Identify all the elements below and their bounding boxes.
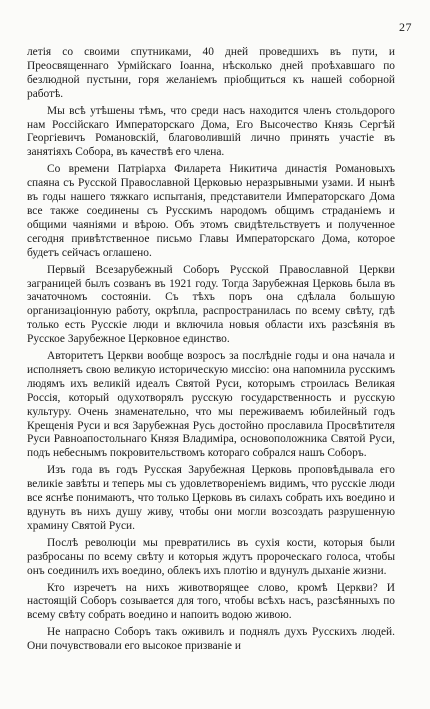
paragraph: Первый Всезарубежный Соборъ Русской Православной Церкви заграницей былъ созванъ въ 1921 году. Тогда Зарубежная Церковь была въ зачаточномъ состояніи. Съ тѣхъ поръ она сдѣлала большую организаціонную работу, окрѣпла, распространилась по всему свѣту, гдѣ только есть Русскіе люди и включила новыя области ихъ разсѣянія въ Русское Зарубежное Церковное единство. — [27, 263, 395, 346]
paragraph: Со времени Патріарха Филарета Никитича династія Романовыхъ спаяна съ Русской Православной Церковью неразрывными узами. И нынѣ въ годы нашего тяжкаго испытанія, представители Императорскаго Дома все также соединены съ Русскимъ народомъ общимъ страданіемъ и общими чаяніями и вѣрою. Объ этомъ свидѣтельствуетъ и полученное сегодня привѣтственное письмо Главы Императорскаго Дома, которое будетъ сейчасъ оглашено. — [27, 163, 395, 259]
paragraph: Послѣ революціи мы превратились въ сухія кости, которыя были разбросаны по всему свѣту и которыя ждутъ пророческаго голоса, чтобы онъ соединилъ ихъ воедино, облекъ ихъ плотію и вдунулъ дыханіе жизни. — [27, 536, 395, 577]
paragraph: Мы всѣ утѣшены тѣмъ, что среди насъ находится членъ стольдорого нам Россійскаго Императорскаго Дома, Его Высочество Князь Сергѣй Георгіевичъ Романовскій, благоволившій лично принять участіе въ занятіяхъ Собора, въ качествѣ его члена. — [27, 104, 395, 159]
page-number: 27 — [399, 20, 412, 34]
paragraph: Изъ года въ годъ Русская Зарубежная Церковь проповѣдывала его великіе завѣты и теперь мы съ удовлетвореніемъ видимъ, что русскіе люди все яснѣе понимаютъ, что только Церковь въ силахъ собрать ихъ воедино и вдунуть въ нихъ душу живу, чтобы они могли возсоздать разрушенную храмину Святой Руси. — [27, 464, 395, 532]
paragraph-continuation: летія со своими спутниками, 40 дней проведшихъ въ пути, и Преосвященнаго Урмійскаго Іоанна, нѣсколько дней проѣхавшаго по безлюдной пустыни, горя желаніемъ пріобщиться къ нашей соборной работѣ. — [27, 46, 395, 100]
paragraph: Кто изречетъ на нихъ животворящее слово, кромѣ Церкви? И настоящій Соборъ созывается для того, чтобы всѣхъ насъ, разсѣянныхъ по всему свѣту собрать воедино и напоить водою живою. — [27, 581, 395, 622]
document-body — [27, 46, 395, 657]
paragraph: Авторитетъ Церкви вообще возросъ за послѣдніе годы и она начала и исполняетъ свою великую историческую миссію: она напомнила русскимъ людямъ ихъ великій идеалъ Святой Руси, которымъ строилась Великая Россія, который одухотворялъ русскую государственность и русскую культуру. Очень знаменательно, что мы переживаемъ юбилейный годъ Крещенія Руси и вся Зарубежная Русь достойно прославила Просвѣтителя Руси Равноапостольнаго Князя Владиміра, основоположника Святой Руси, подъ небеснымъ покровительствомъ котораго собрался нашъ Соборъ. — [27, 350, 395, 460]
paragraph: Не напрасно Соборъ такъ оживилъ и поднялъ духъ Русскихъ людей. Они почувствовали его высокое призваніе и — [27, 626, 395, 653]
